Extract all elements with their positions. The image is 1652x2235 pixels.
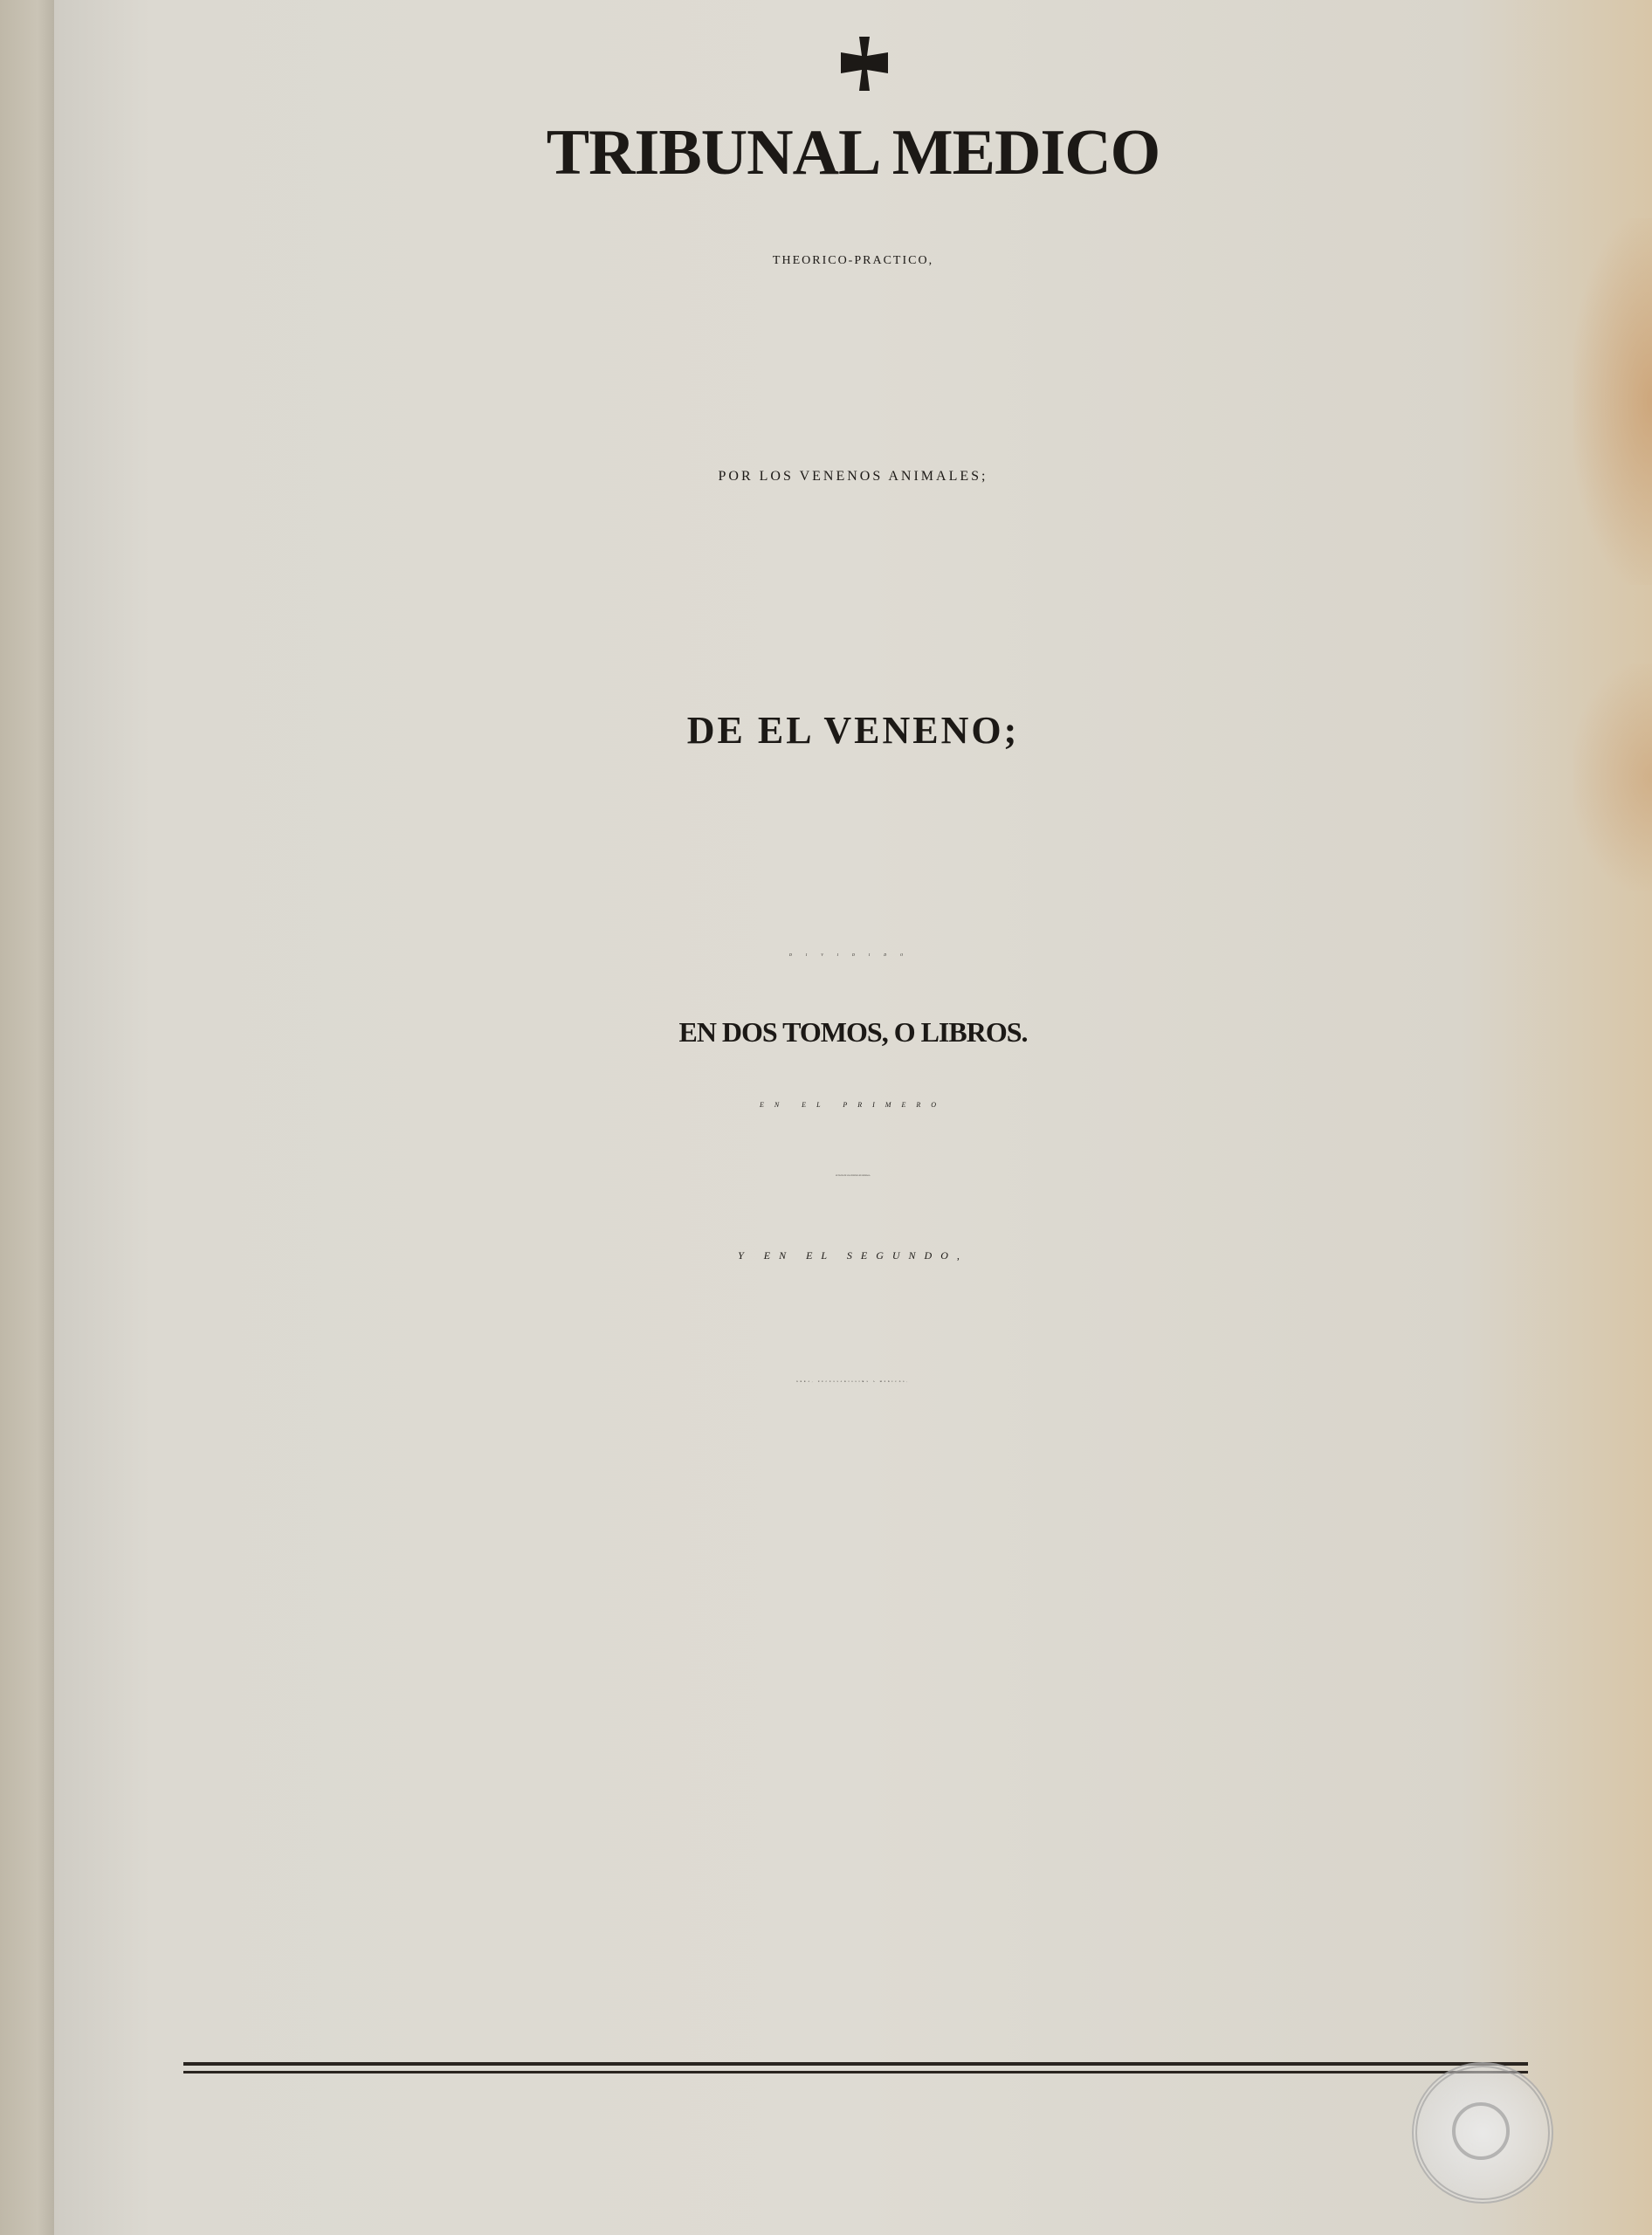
- title-page: [54, 0, 1652, 2235]
- divider-rule: [183, 2071, 1528, 2073]
- title-line: DE EL VENENO;: [686, 709, 1020, 752]
- title-line: Y EN EL SEGUNDO,: [738, 1249, 968, 1262]
- title-line: POR LOS VENENOS ANIMALES;: [718, 469, 988, 484]
- book-subtitle: THEORICO-PRACTICO,: [772, 254, 934, 267]
- seal-stamp-icon: [1412, 2062, 1553, 2204]
- cross-pattee-icon: [836, 33, 893, 94]
- title-line: SE TRATA DE LOS VENENOS EN GENERAL:: [836, 1175, 871, 1177]
- title-line: OBRA, NECESSARISSIMA A MEDICOS,: [796, 1381, 910, 1383]
- title-line: EN EL PRIMERO: [759, 1101, 947, 1109]
- binding-edge: [0, 0, 54, 2235]
- paper-stain: [1573, 218, 1652, 585]
- paper-stain: [1573, 664, 1652, 891]
- title-line: DIVIDIDO: [789, 952, 917, 957]
- title-line: EN DOS TOMOS, O LIBROS.: [678, 1016, 1028, 1048]
- divider-rule: [183, 2062, 1528, 2066]
- book-title: TRIBUNAL MEDICO: [546, 117, 1160, 189]
